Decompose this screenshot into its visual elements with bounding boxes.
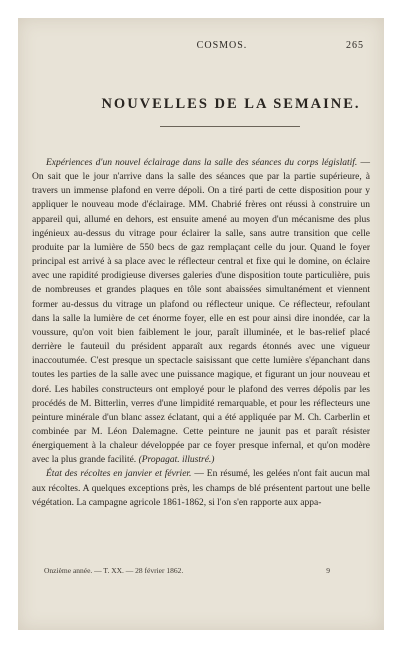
book-page bbox=[18, 18, 384, 630]
paragraph-harvest bbox=[32, 467, 370, 509]
paragraph-lead: Expériences d'un nouvel éclairage dans la salle des séances du corps législatif. bbox=[46, 158, 358, 168]
article-body bbox=[32, 156, 370, 510]
section-title: NOUVELLES DE LA SEMAINE. bbox=[101, 96, 361, 112]
signature-mark: 9 bbox=[326, 566, 330, 575]
running-head: COSMOS. bbox=[196, 40, 248, 51]
page-number: 265 bbox=[346, 40, 364, 51]
paragraph-lead: État des récoltes en janvier et février. bbox=[46, 469, 192, 480]
issue-line: Onzième année. — T. XX. — 28 février 1862. bbox=[44, 566, 184, 575]
paragraph-text: — En résumé, les gelées n'ont fait aucun mal aux récoltes. A quelques exceptions près, les champs de blé présentent partout une belle végétation. La campagne agricole 1861-1862, si l'on s'en rapporte aux appa- bbox=[32, 469, 370, 508]
source-citation: (Propagat. illustré.) bbox=[138, 455, 215, 466]
paragraph-text: — On sait que le jour n'arrive dans la salle des séances que par la partie supérieure, à travers un immense plafond en verre dépoli. On a tiré parti de cette disposition pour y appliquer le nouveau mode d'éclairage. MM. Chabrié frères ont réussi à construire un appareil qui, allumé en dehors, est ensuite amené au moyen d'un mécanisme des plus ingénieux au-dessus du vitrage pour éclairer la salle, sans autre transition que celle produite par la lumière de 550 becs de gaz remplaçant celle du jour. Quand le foyer principal est arrivé à sa place avec le réflecteur central et fixe qui le domine, on éclaire avec une rapidité prodigieuse diverses galeries d'une disposition toute particulière, puis de nombreuses et grandes plaques en tôle sont abaissées simultanément et viennent former au-dessus du vitrage un plafond ou réflecteur unique. Ce réflecteur, refoulant dans la salle la lumière de cet énorme foyer, elle en est pour ainsi dire inondée, car la voussure, qu'on voit bien faiblement le jour, paraît illuminée, et le bas-relief placé derrière le fauteuil du président apparaît aux regards étonnés avec une vigueur inaccoutumée. C'est presque un spectacle saisissant que cette lumière s'épanchant dans toutes les parties de la salle avec une puissance magique, et figurant un jour nouveau et doré. Les habiles constructeurs ont employé pour le plafond des verres dépolis par les procédés de M. Bitterlin, verres d'une limpidité remarquable, et pour les réflecteurs une peinture minérale d'un blanc assez éclatant, qui a été appliquée par M. Ch. Carberlin et combinée par M. Léon Dalemagne. Cette peinture ne jaunit pas et paraît résister énergiquement à la chaleur développée par ce foyer presque infernal, et qu'on modère avec la plus grande facilité. bbox=[32, 158, 371, 466]
title-divider bbox=[160, 126, 300, 127]
paragraph-lighting bbox=[32, 156, 370, 467]
